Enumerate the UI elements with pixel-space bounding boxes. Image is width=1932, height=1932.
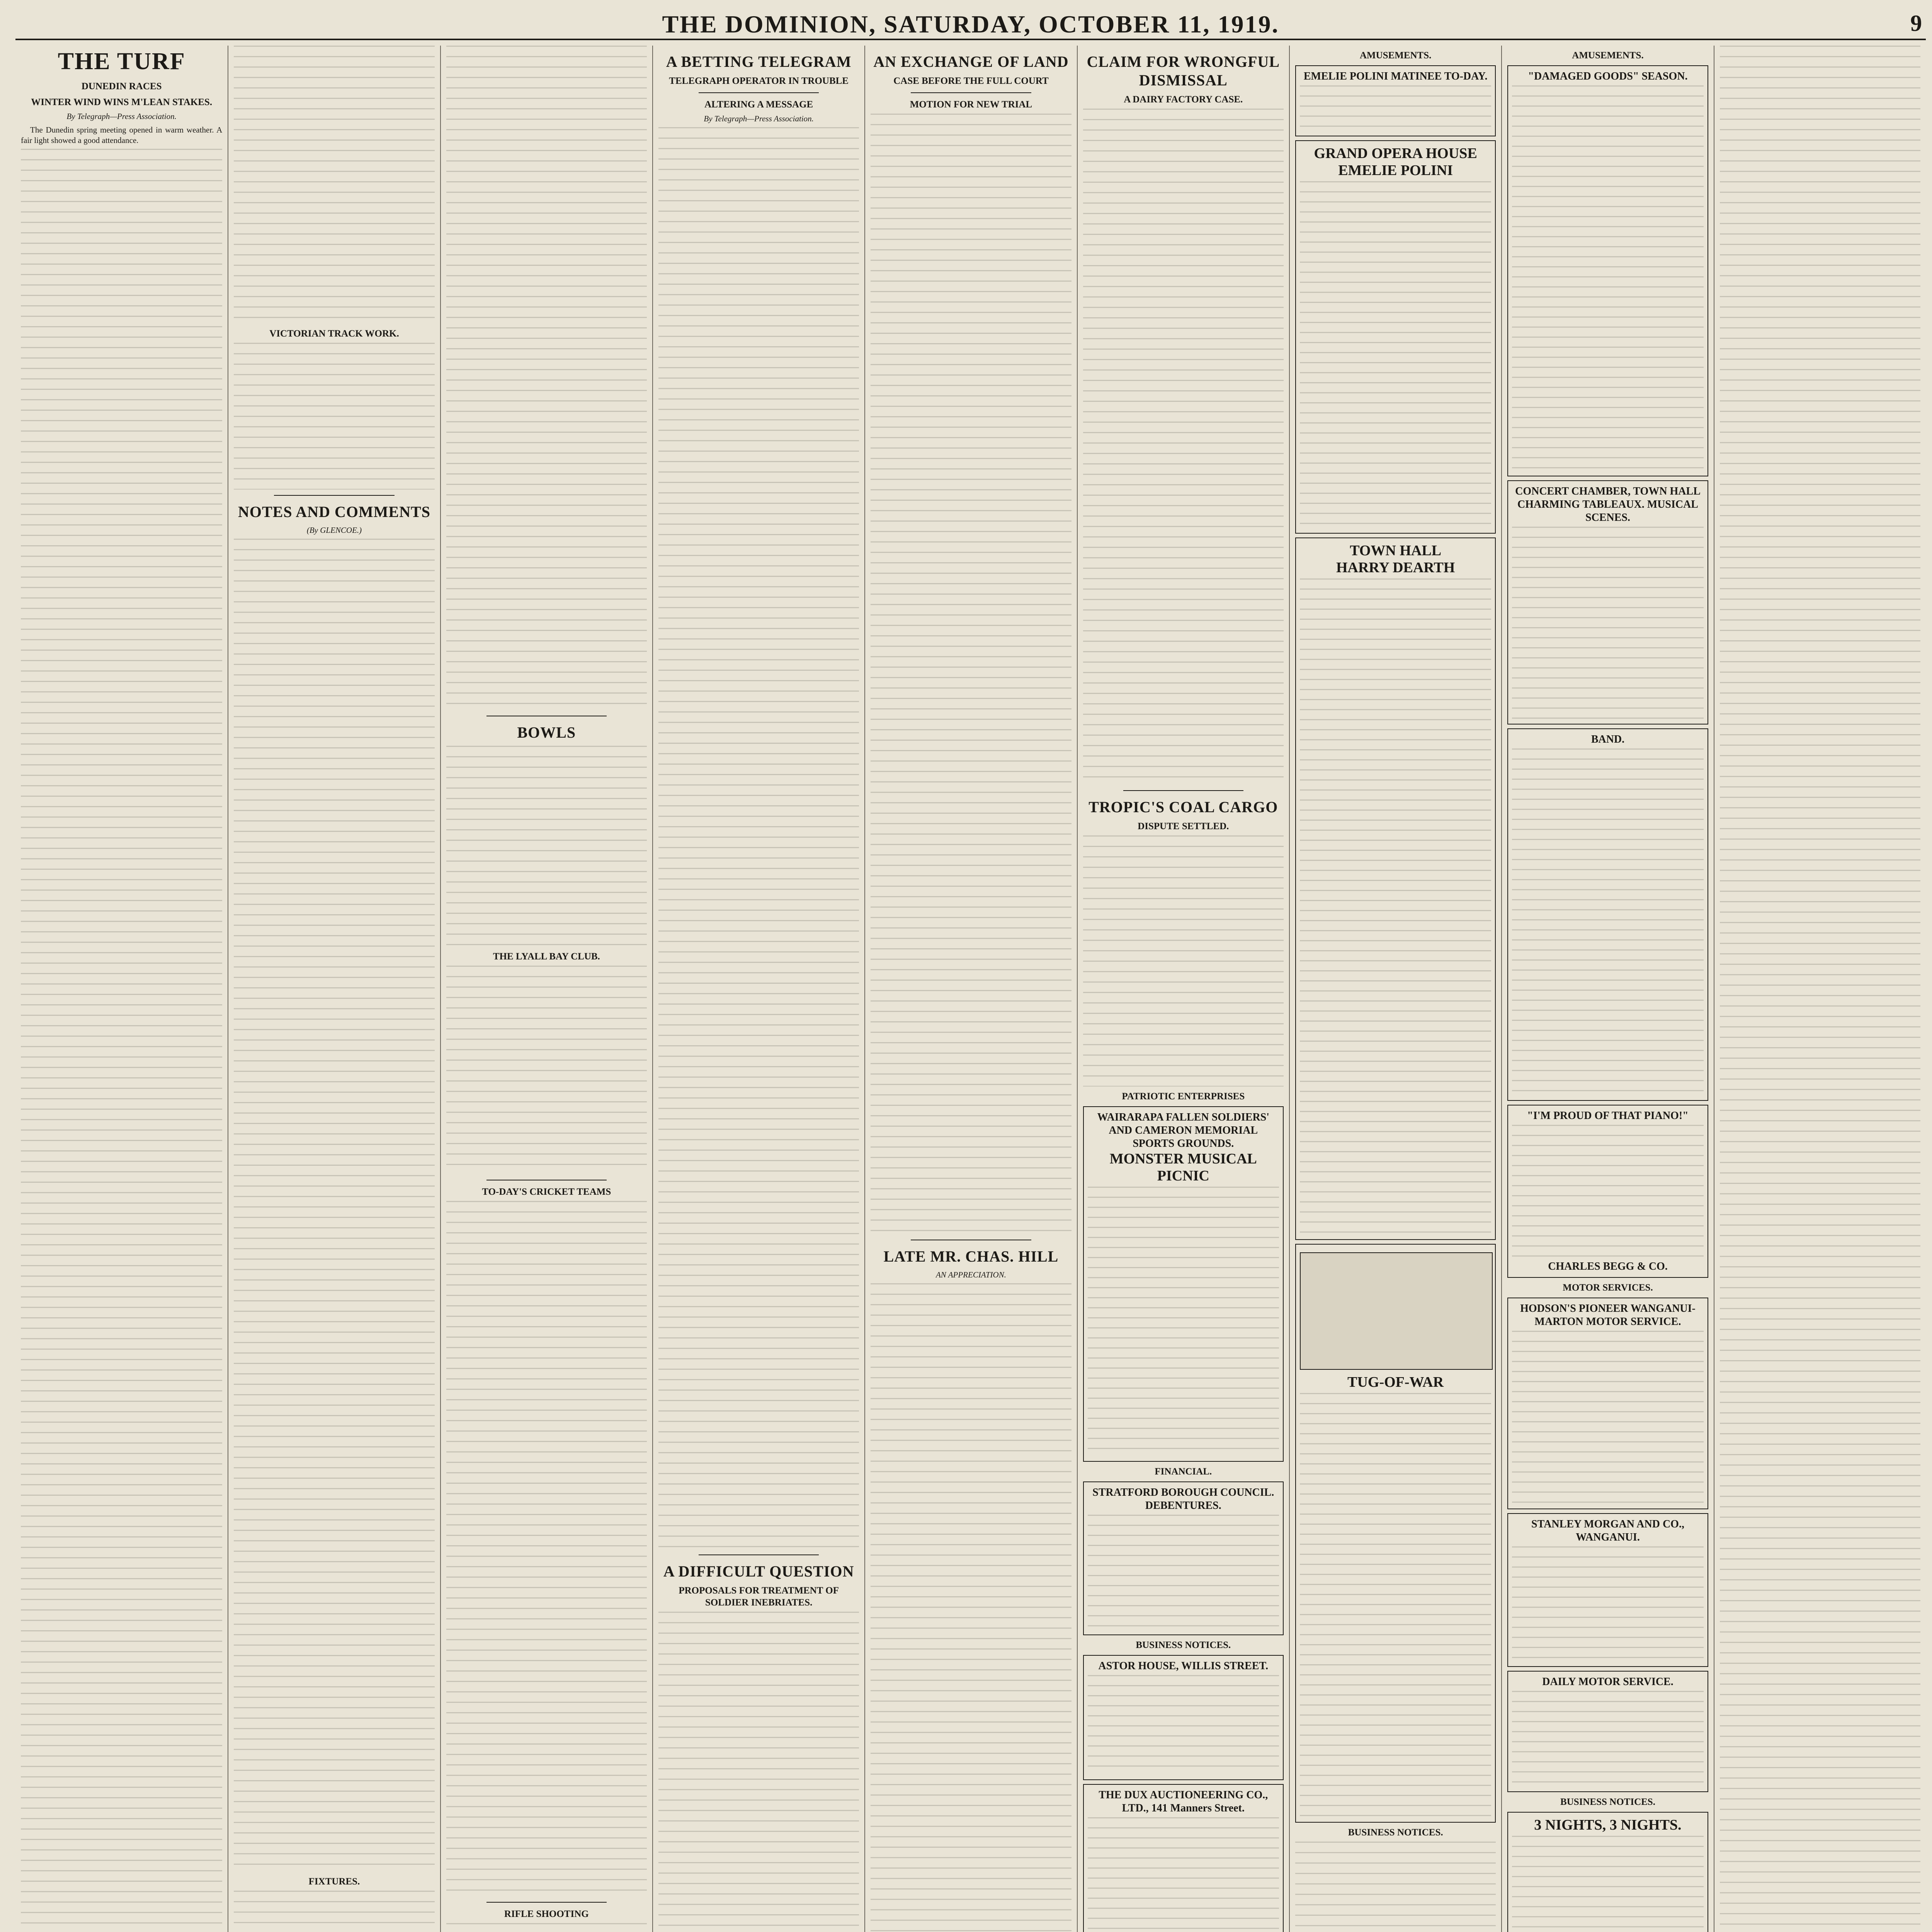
advert-title: DEBENTURES. <box>1145 1500 1221 1512</box>
advert-body <box>1512 1125 1703 1260</box>
byline: (By GLENCOE.) <box>306 526 362 535</box>
debentures-advert <box>1083 1481 1284 1635</box>
financial-heading: FINANCIAL. <box>1155 1466 1212 1477</box>
dairy-factory-subheading: A DAIRY FACTORY CASE. <box>1124 94 1243 105</box>
column-6 <box>1077 46 1289 1932</box>
dispute-settled-subheading: DISPUTE SETTLED. <box>1138 821 1229 832</box>
article-text-block <box>658 1612 859 1932</box>
motor-services-heading: MOTOR SERVICES. <box>1563 1282 1653 1293</box>
bowls-heading: BOWLS <box>517 724 576 741</box>
divider <box>699 1554 819 1555</box>
three-nights-advert <box>1507 1812 1708 1932</box>
advert-body <box>1512 1546 1703 1662</box>
advert-body <box>1300 1393 1491 1818</box>
advert-heading: ASTOR HOUSE, WILLIS STREET. <box>1098 1660 1269 1672</box>
town-hall-advert <box>1295 537 1496 1240</box>
tug-of-war-illustration <box>1300 1252 1493 1370</box>
advert-title: DAILY MOTOR SERVICE. <box>1542 1676 1673 1688</box>
wrongful-dismissal-heading: CLAIM FOR WRONGFUL DISMISSAL <box>1087 53 1280 89</box>
column-5 <box>864 46 1077 1932</box>
article-text-block <box>234 46 434 324</box>
band-advert <box>1507 728 1708 1101</box>
advert-heading: STRATFORD BOROUGH COUNCIL. <box>1092 1486 1274 1498</box>
appreciation-subheading: AN APPRECIATION. <box>935 1270 1006 1279</box>
advert-heading: THE DUX AUCTIONEERING CO., LTD., 141 Manners Street. <box>1099 1789 1268 1814</box>
advert-subtitle: HARRY DEARTH <box>1336 560 1455 576</box>
advert-title: GRAND OPERA HOUSE <box>1314 145 1477 162</box>
cricket-teams-heading: TO-DAY'S CRICKET TEAMS <box>482 1187 611 1197</box>
advert-body <box>1300 181 1491 529</box>
tropics-coal-heading: TROPIC'S COAL CARGO <box>1088 798 1278 816</box>
advert-title: TUG-OF-WAR <box>1347 1374 1444 1390</box>
advert-subtitle: EMELIE POLINI <box>1338 162 1453 179</box>
column-2 <box>228 46 440 1932</box>
advert-body <box>1088 1817 1279 1932</box>
advert-body <box>1512 1836 1703 1932</box>
advert-title: 3 NIGHTS, 3 NIGHTS. <box>1534 1817 1682 1833</box>
article-text-block <box>871 114 1071 1234</box>
advert-body <box>1088 1187 1279 1457</box>
stanley-morgan-advert <box>1507 1513 1708 1667</box>
article-text-block <box>21 149 222 1932</box>
article-text-block <box>446 1201 647 1896</box>
altering-message-heading: ALTERING A MESSAGE <box>704 99 813 110</box>
column-4 <box>652 46 864 1932</box>
advert-title: "DAMAGED GOODS" SEASON. <box>1528 70 1688 82</box>
page-number: 9 <box>1910 10 1922 36</box>
amusements-heading: AMUSEMENTS. <box>1359 50 1432 61</box>
advert-body <box>1512 1691 1703 1787</box>
column-8 <box>1501 46 1713 1932</box>
advert-body <box>1512 748 1703 1096</box>
damaged-goods-advert <box>1507 65 1708 476</box>
byline: By Telegraph—Press Association. <box>66 112 177 121</box>
article-text-block <box>1083 835 1284 1087</box>
difficult-question-heading: A DIFFICULT QUESTION <box>663 1563 854 1580</box>
column-grid <box>15 46 1926 1932</box>
advert-body <box>1088 1515 1279 1631</box>
divider <box>699 92 819 93</box>
advert-body <box>1512 85 1703 472</box>
divider <box>911 92 1031 93</box>
article-text-block <box>446 966 647 1174</box>
article-text-block <box>446 746 647 947</box>
advert-text-block <box>1295 1842 1496 1932</box>
tug-of-war-advert <box>1295 1244 1496 1823</box>
column-9 <box>1714 46 1926 1932</box>
business-notices-heading: BUSINESS NOTICES. <box>1560 1797 1655 1807</box>
advert-body <box>1300 85 1491 132</box>
patriotic-enterprises-heading: PATRIOTIC ENTERPRISES <box>1122 1091 1245 1102</box>
advert-title: CONCERT CHAMBER, TOWN HALL <box>1515 485 1701 497</box>
advert-title: HODSON'S PIONEER WANGANUI-MARTON MOTOR SERVICE. <box>1520 1303 1696 1328</box>
advert-title: "I'M PROUD OF THAT PIANO!" <box>1527 1110 1689 1122</box>
rifle-shooting-heading: RIFLE SHOOTING <box>504 1909 589 1919</box>
exchange-of-land-heading: AN EXCHANGE OF LAND <box>873 53 1069 70</box>
dux-auction-advert <box>1083 1784 1284 1932</box>
telegraph-operator-subheading: TELEGRAPH OPERATOR IN TROUBLE <box>669 76 849 86</box>
notes-comments-heading: NOTES AND COMMENTS <box>238 503 431 520</box>
fixtures-heading: FIXTURES. <box>308 1876 360 1887</box>
turf-heading: THE TURF <box>58 48 185 75</box>
advert-body <box>1300 578 1491 1235</box>
full-court-subheading: CASE BEFORE THE FULL COURT <box>893 76 1049 86</box>
column-7 <box>1289 46 1501 1932</box>
late-chas-hill-heading: LATE MR. CHAS. HILL <box>883 1248 1059 1265</box>
business-notices-heading: BUSINESS NOTICES. <box>1348 1827 1443 1838</box>
daily-motor-advert <box>1507 1671 1708 1792</box>
piano-advert <box>1507 1105 1708 1278</box>
lyall-bay-club-heading: THE LYALL BAY CLUB. <box>493 951 600 962</box>
betting-telegram-heading: A BETTING TELEGRAM <box>666 53 852 70</box>
masthead-title: THE DOMINION, SATURDAY, OCTOBER 11, 1919. <box>662 10 1279 38</box>
amusements-heading: AMUSEMENTS. <box>1572 50 1644 61</box>
article-paragraph: The Dunedin spring meeting opened in warm weather. A fair light showed a good attendance. <box>21 125 223 145</box>
advert-title: MONSTER MUSICAL PICNIC <box>1109 1151 1257 1184</box>
dunedin-races-heading: DUNEDIN RACES <box>81 81 162 92</box>
new-trial-heading: MOTION FOR NEW TRIAL <box>910 99 1032 110</box>
divider <box>274 495 395 496</box>
article-text-block <box>234 343 434 490</box>
concert-chamber-advert <box>1507 480 1708 724</box>
divider <box>486 1902 607 1903</box>
masthead <box>15 8 1926 40</box>
astor-house-advert <box>1083 1655 1284 1780</box>
column-1 <box>15 46 228 1932</box>
advert-heading: WAIRARAPA FALLEN SOLDIERS' AND CAMERON MEMORIAL SPORTS GROUNDS. <box>1097 1111 1270 1150</box>
hodsons-motor-advert <box>1507 1298 1708 1509</box>
article-text-block <box>234 539 434 1872</box>
advert-text-block <box>1720 46 1920 1932</box>
article-text-block <box>446 46 647 710</box>
advert-title: STANLEY MORGAN AND CO., WANGANUI. <box>1531 1518 1684 1543</box>
advert-subtitle: CHARMING TABLEAUX. MUSICAL SCENES. <box>1517 498 1698 524</box>
advert-footer: CHARLES BEGG & CO. <box>1548 1260 1668 1272</box>
advert-title: EMELIE POLINI MATINEE TO-DAY. <box>1303 70 1488 82</box>
advert-title: TOWN HALL <box>1350 543 1442 559</box>
opera-house-advert <box>1295 140 1496 534</box>
advert-body <box>1088 1675 1279 1776</box>
article-text-block <box>1083 109 1284 785</box>
soldier-inebriates-subheading: PROPOSALS FOR TREATMENT OF SOLDIER INEBRIATES. <box>679 1585 839 1608</box>
advert-body <box>1512 527 1703 720</box>
article-text-block <box>658 127 859 1549</box>
polini-matinee-advert <box>1295 65 1496 136</box>
advert-body <box>1512 1331 1703 1505</box>
picnic-advert <box>1083 1106 1284 1462</box>
advert-title: BAND. <box>1591 733 1625 745</box>
divider <box>1123 790 1244 791</box>
column-3 <box>440 46 652 1932</box>
business-notices-heading: BUSINESS NOTICES. <box>1136 1640 1231 1650</box>
byline: By Telegraph—Press Association. <box>704 114 814 123</box>
victorian-track-heading: VICTORIAN TRACK WORK. <box>269 328 399 339</box>
mclean-stakes-subheading: WINTER WIND WINS M'LEAN STAKES. <box>31 97 213 107</box>
fixtures-list <box>234 1891 434 1932</box>
article-text-block <box>446 1923 647 1932</box>
article-text-block <box>871 1283 1071 1932</box>
